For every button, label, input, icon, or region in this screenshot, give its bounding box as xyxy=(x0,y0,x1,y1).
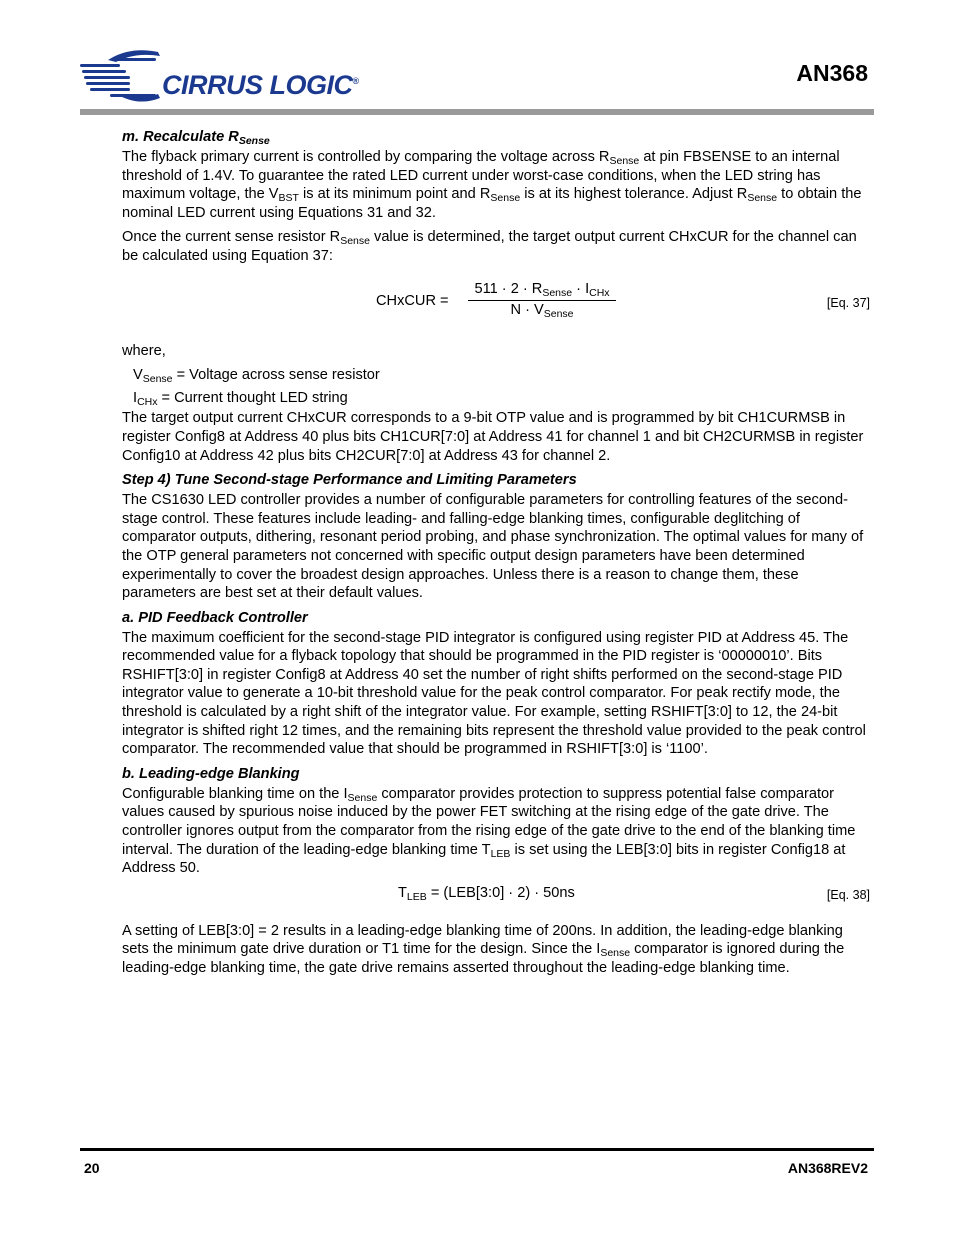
paragraph: The CS1630 LED controller provides a number of configurable parameters for controlling features of the second-stage control. These features include leading- and falling-edge blanking times, configurable deglitching of comparator outputs, dithering, resonant period probing, and phase synchronization. The optimal values for many of the OTP general parameters not concerned with specific output design parameters have been determined experimentally to cover the broadest design approaches. Unless there is a reason to change them, these parameters are best set at their default values. xyxy=(122,492,864,602)
equation-number: [Eq. 37] xyxy=(826,295,870,310)
section-heading-step4: Step 4) Tune Second-stage Performance and Limiting Parameters xyxy=(122,472,577,489)
where-label: where, xyxy=(122,342,166,359)
fraction-denominator: $N \cdot V_{Sense}$ xyxy=(510,302,574,321)
fraction-numerator: $511 \cdot 2 \cdot R_{Sense} \cdot I_{CHx}$ xyxy=(468,280,616,302)
footer-rule xyxy=(80,1148,874,1151)
equation-number: [Eq. 38] xyxy=(826,887,870,902)
section-heading-leb: b. Leading-edge Blanking xyxy=(122,765,300,782)
document-id: AN368 xyxy=(796,60,868,86)
document-revision: AN368REV2 xyxy=(787,1160,868,1176)
paragraph: The flyback primary current is controlled by comparing the voltage across $R_{Sense}$ at pin FBSENSE to an internal threshold of 1.4V. To guarantee the rated LED current under worst-case conditions, when the LED string has maximum voltage, the $V_{BST}$ is at its minimum point and $R_{Sense}$ is at its highest tolerance. Adjust $R_{Sense}$ to obtain the nominal LED current using Equations 31 and 32. xyxy=(122,149,862,221)
header-rule xyxy=(80,109,874,115)
paragraph: The maximum coefficient for the second-stage PID integrator is configured using register PID at Address 45. The recommended value for a flyback topology that should be programmed in the PID register is ‘00000010’. Bits RSHIFT[3:0] in register Config8 at Address 40 set the number of right shifts performed on the second-stage PID integrator value to generate a 10-bit threshold value for the peak control comparator. For peak rectify mode, the threshold is calculated by a right shift of the integrator value. For example, setting RSHIFT[3:0] to 12, the 24-bit integrator is shifted right 12 times, and the remaining bits represent the threshold value provided to the peak control comparator. The recommended value that should be programmed in RSHIFT[3:0] is ‘1100’. xyxy=(122,629,866,758)
equation-expression: $T_{LEB}$ = (LEB[3:0] · 2) · 50ns xyxy=(398,884,575,903)
paragraph: A setting of LEB[3:0] = 2 results in a leading-edge blanking time of 200ns. In addition, the leading-edge blanking sets the minimum gate drive duration or T1 time for the design. Since the $I_{Sense}$ comparator is ignored during the leading-edge blanking time, the gate drive remains asserted throughout the leading-edge blanking time. xyxy=(122,922,845,976)
paragraph: Configurable blanking time on the $I_{Sense}$ comparator provides protection to suppress potential false comparator values caused by spurious noise induced by the power FET switching at the rising edge of the gate drive. The controller ignores output from the comparator from the rising edge of the gate drive to the end of the blanking time interval. The duration of the leading-edge blanking time $T_{LEB}$ is set using the LEB[3:0] bits in register Config18 at Address 50. xyxy=(122,785,856,877)
logo-wordmark: CIRRUS LOGIC® xyxy=(162,70,359,100)
page-number: 20 xyxy=(84,1160,100,1176)
equation-fraction xyxy=(468,280,616,320)
definition-item: $V_{Sense}$ = Voltage across sense resistor xyxy=(133,367,380,386)
section-heading-pid: a. PID Feedback Controller xyxy=(122,609,308,626)
equation-37 xyxy=(122,280,870,332)
page-content xyxy=(122,128,870,978)
paragraph: Once the current sense resistor $R_{Sense}$ value is determined, the target output current CHxCUR for the channel can be calculated using Equation 37: xyxy=(122,229,857,264)
section-heading-m: m. Recalculate $R_{Sense}$ xyxy=(122,129,270,147)
equation-38 xyxy=(122,884,870,920)
paragraph: The target output current CHxCUR corresponds to a 9-bit OTP value and is programmed by bit CH1CURMSB in register Config8 at Address 40 plus bits CH1CUR[7:0] at Address 41 for channel 1 and bit CH2CURMSB in register Config10 at Address 42 plus bits CH2CUR[7:0] at Address 43 for channel 2. xyxy=(122,410,864,464)
equation-lhs: CHxCUR = xyxy=(376,292,449,309)
definition-item: $I_{CHx}$ = Current thought LED string xyxy=(133,389,348,408)
